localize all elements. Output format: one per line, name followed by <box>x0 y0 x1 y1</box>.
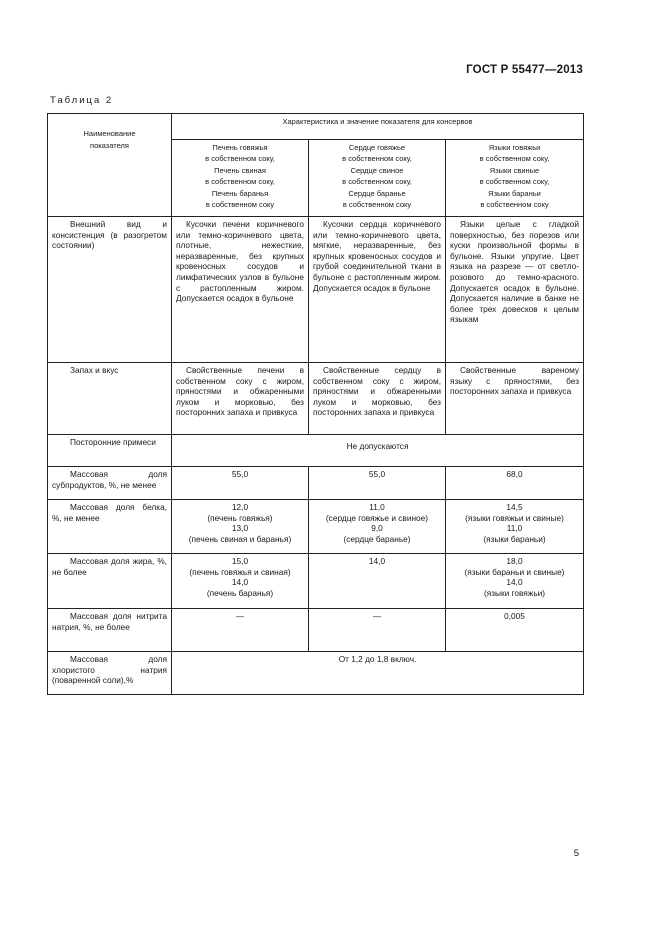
row-name-byproducts: Массовая доля субпродуктов, %, не менее <box>48 467 172 500</box>
cell-appearance-tongue: Языки целые с гладкой поверхностью, без порезов или куски произвольной формы в бульоне. Языки упругие. Цвет языка на разрезе — от светло-розового до темно-красного. Допускается осадок в бульоне. Допускается наличие в банке не более трех довесков к целым языкам <box>446 217 584 363</box>
cell-protein-liver: 12,0 (печень говяжья) 13,0 (печень свиная и баранья) <box>172 500 309 554</box>
cell-fat-tongue: 18,0 (языки бараньи и свиные) 14,0 (языки говяжьи) <box>446 554 584 609</box>
row-name-protein: Массовая доля белка, %, не менее <box>48 500 172 554</box>
table-row-nitrite <box>48 609 584 652</box>
cell-smell-liver: Свойственные печени в собственном соку с жиром, пряностями и обжаренными луком и морковью, без посторонних запаха и привкуса <box>172 363 309 435</box>
cell-byproducts-liver: 55,0 <box>172 467 309 500</box>
header-product-tongue: Языки говяжьи в собственном соку, Языки свиные в собственном соку, Языки бараньи в собственном соку <box>446 140 584 217</box>
cell-smell-tongue: Свойственные вареному языку с пряностями, без посторонних запаха и привкуса <box>446 363 584 435</box>
page-number: 5 <box>573 848 579 859</box>
header-product-heart: Сердце говяжье в собственном соку, Сердце свиное в собственном соку, Сердце баранье в собственном соку <box>309 140 446 217</box>
table-row-byproducts <box>48 467 584 500</box>
cell-nitrite-liver: — <box>172 609 309 652</box>
table-row-smell-taste <box>48 363 584 435</box>
cell-appearance-liver: Кусочки печени коричневого или темно-коричневого цвета, плотные, нежесткие, неразваренные, без крупных кровеносных сосудов и лимфатических узлов в бульоне с растопленным жиром. Допускается осадок в бульоне <box>172 217 309 363</box>
cell-protein-heart: 11,0 (сердце говяжье и свиное) 9,0 (сердце баранье) <box>309 500 446 554</box>
row-name-nitrite: Массовая доля нитрита натрия, %, не более <box>48 609 172 652</box>
row-name-smell-taste: Запах и вкус <box>48 363 172 435</box>
table-row-protein <box>48 500 584 554</box>
cell-nitrite-tongue: 0,005 <box>446 609 584 652</box>
table-row-appearance <box>48 217 584 363</box>
cell-byproducts-heart: 55,0 <box>309 467 446 500</box>
table-row-fat <box>48 554 584 609</box>
cell-smell-heart: Свойственные сердцу в собственном соку с жиром, пряностями и обжаренными луком и морковью, без посторонних запаха и привкуса <box>309 363 446 435</box>
cell-protein-tongue: 14,5 (языки говяжьи и свиные) 11,0 (языки бараньи) <box>446 500 584 554</box>
table-header-row-1 <box>48 114 584 140</box>
row-name-salt: Массовая доля хлористого натрия (поваренной соли),% <box>48 652 172 695</box>
cell-byproducts-tongue: 68,0 <box>446 467 584 500</box>
cell-fat-liver: 15,0 (печень говяжья и свиная) 14,0 (печень баранья) <box>172 554 309 609</box>
table-row-impurities <box>48 435 584 467</box>
row-name-fat: Массовая доля жира, %, не более <box>48 554 172 609</box>
cell-fat-heart: 14,0 <box>309 554 446 609</box>
row-name-appearance: Внешний вид и консистенция (в разогретом состоянии) <box>48 217 172 363</box>
table-caption: Таблица 2 <box>50 95 114 106</box>
header-product-liver: Печень говяжья в собственном соку, Печень свиная в собственном соку, Печень баранья в собственном соку <box>172 140 309 217</box>
cell-salt-all: От 1,2 до 1,8 включ. <box>172 652 584 695</box>
table-row-salt <box>48 652 584 695</box>
row-name-impurities: Посторонние примеси <box>48 435 172 467</box>
cell-appearance-heart: Кусочки сердца коричневого или темно-коричневого цвета, мягкие, неразваренные, без крупных кровеносных сосудов и грубой соединительной ткани в бульоне с растопленным жиром. Допускается осадок в бульоне <box>309 217 446 363</box>
header-group-title: Характеристика и значение показателя для консервов <box>172 114 584 140</box>
cell-nitrite-heart: — <box>309 609 446 652</box>
document-code: ГОСТ Р 55477—2013 <box>466 64 583 76</box>
cell-impurities-all: Не допускаются <box>172 435 584 467</box>
specification-table <box>47 113 584 695</box>
header-indicator-name: Наименование показателя <box>48 114 172 217</box>
